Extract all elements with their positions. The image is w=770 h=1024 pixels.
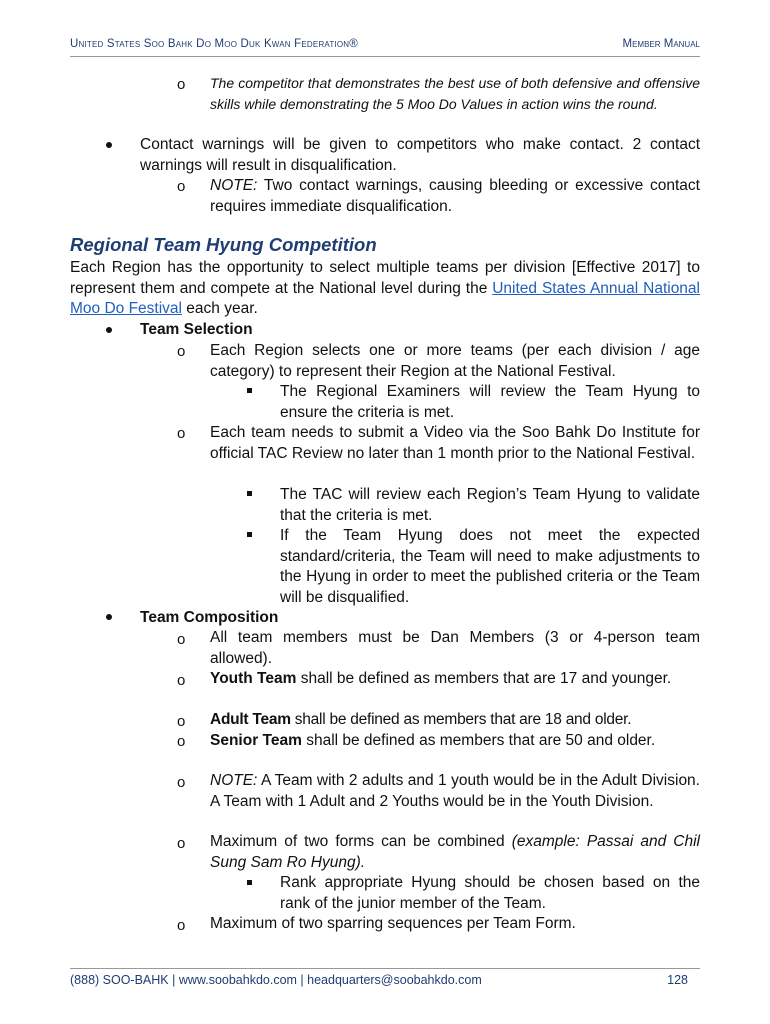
square-marker	[247, 388, 252, 393]
selection-item-1: Each Region selects one or more teams (per each division / age category) to represent their Region at the National Festival.	[210, 342, 700, 380]
forms-example: (example: Passai and Chil Sung Sam Ro Hyung).	[210, 833, 700, 871]
composition-item-adult	[210, 710, 705, 731]
selection-item-2: Each team needs to submit a Video via the Soo Bahk Do Institute for official TAC Review no later than 1 month prior to the National Festival.	[210, 424, 700, 462]
circle-marker: o	[177, 672, 186, 689]
bullet-marker	[106, 142, 112, 148]
note-label: NOTE:	[210, 772, 258, 789]
composition-item-rank: Rank appropriate Hyung should be chosen based on the rank of the junior member of the Team.	[280, 874, 700, 912]
youth-team-label: Youth Team	[210, 670, 297, 687]
square-marker	[247, 491, 252, 496]
circle-marker: o	[177, 733, 186, 750]
circle-marker: o	[177, 425, 186, 442]
selection-item-1a: The Regional Examiners will review the Team Hyung to ensure the criteria is met.	[280, 383, 700, 421]
senior-team-label: Senior Team	[210, 732, 302, 749]
circle-marker: o	[177, 835, 186, 852]
intro-text: Each Region has the opportunity to select multiple teams per division [Effective 2017] to represent them and compete at the National level during the	[70, 259, 700, 297]
note-text: A Team with 2 adults and 1 youth would be in the Adult Division. A Team with 1 Adult and 2 Youths would be in the Youth Division.	[210, 772, 700, 810]
note-text: Two contact warnings, causing bleeding or excessive contact requires immediate disqualification.	[210, 177, 700, 215]
team-composition-title: Team Composition	[140, 609, 279, 626]
bullet-marker	[106, 614, 112, 620]
circle-marker: o	[177, 713, 186, 730]
square-marker	[247, 880, 252, 885]
circle-marker: o	[177, 774, 186, 791]
circle-marker: o	[177, 76, 186, 93]
page-footer	[70, 968, 700, 987]
note-label: NOTE:	[210, 177, 258, 194]
footer-contact: (888) SOO-BAHK | www.soobahkdo.com | headquarters@soobahkdo.com	[70, 973, 482, 987]
composition-item-youth	[210, 669, 700, 690]
team-selection-title: Team Selection	[140, 321, 253, 338]
section-heading: Regional Team Hyung Competition	[70, 234, 377, 255]
circle-marker: o	[177, 631, 186, 648]
festival-link[interactable]: United States Annual National Moo Do Festival	[70, 279, 700, 317]
page-number: 128	[667, 973, 688, 987]
square-marker	[247, 532, 252, 537]
circle-marker: o	[177, 917, 186, 934]
selection-item-2a: The TAC will review each Region’s Team Hyung to validate that the criteria is met.	[280, 486, 700, 524]
youth-team-text: shall be defined as members that are 17 and younger.	[296, 670, 672, 687]
composition-item-senior	[210, 731, 700, 752]
composition-item-note	[210, 771, 700, 812]
composition-item-1: All team members must be Dan Members (3 or 4-person team allowed).	[210, 629, 700, 667]
intro-text-end: each year.	[181, 300, 258, 317]
list-item-contact-note	[210, 176, 700, 217]
adult-team-label: Adult Team	[210, 711, 291, 728]
composition-item-forms	[210, 832, 700, 873]
list-item-competitor-wins: The competitor that demonstrates the best use of both defensive and offensive skills while demonstrating the 5 Moo Do Values in action wins the round.	[210, 75, 700, 112]
section-intro	[70, 258, 700, 320]
header-org-name: United States Soo Bahk Do Moo Duk Kwan Federation®	[70, 38, 358, 50]
circle-marker: o	[177, 343, 186, 360]
list-item-contact-warnings: Contact warnings will be given to competitors who make contact. 2 contact warnings will result in disqualification.	[140, 136, 700, 174]
circle-marker: o	[177, 178, 186, 195]
page-header	[70, 36, 700, 57]
bullet-marker	[106, 327, 112, 333]
senior-team-text: shall be defined as members that are 50 and older.	[301, 732, 656, 749]
composition-item-sparring: Maximum of two sparring sequences per Team Form.	[210, 915, 576, 932]
forms-text: Maximum of two forms can be combined	[210, 833, 512, 850]
selection-item-2b: If the Team Hyung does not meet the expected standard/criteria, the Team will need to make adjustments to the Hyung in order to meet the published criteria or the Team will be disqualified.	[280, 527, 700, 606]
adult-team-text: shall be defined as members that are 18 and older.	[290, 711, 632, 728]
header-manual-title: Member Manual	[622, 38, 700, 50]
